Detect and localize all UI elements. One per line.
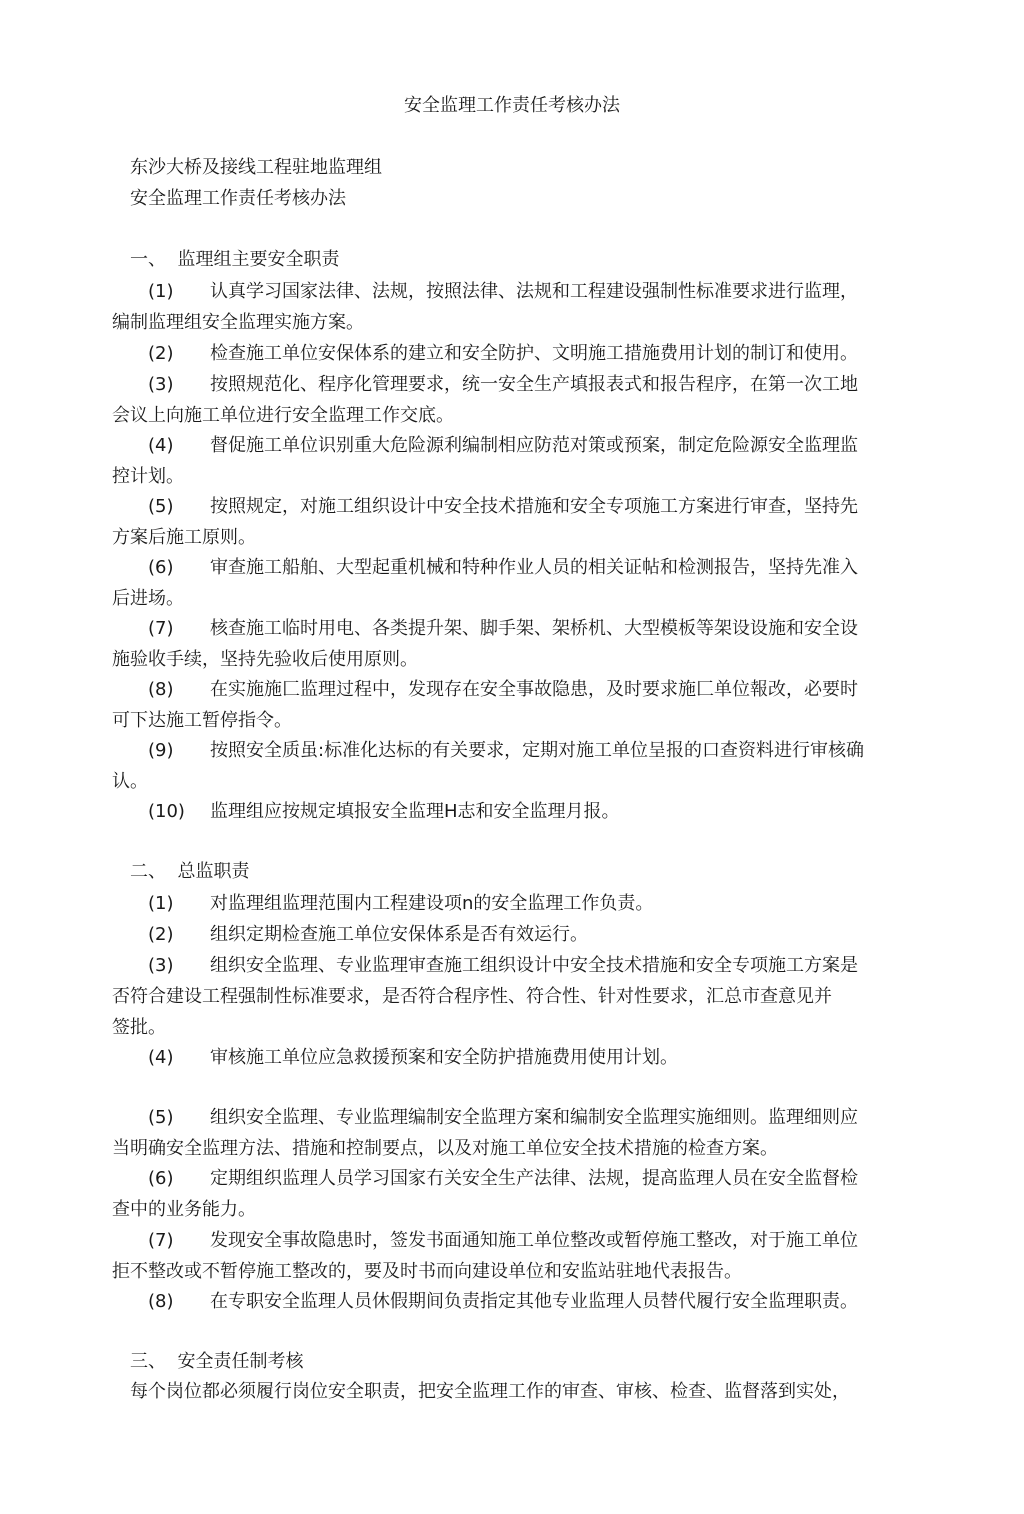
item-number: (4) <box>148 1047 174 1068</box>
list-item <box>112 1286 912 1317</box>
item-text-continued: 可下达施工暂停指令。 <box>112 710 292 731</box>
item-number: (2) <box>148 343 174 364</box>
item-number: (4) <box>148 435 174 456</box>
item-text: 发现安全事故隐患时，签发书面通知施工单位整改或暂停施工整改，对于施工单位 <box>210 1230 858 1251</box>
item-text: 对监理组监理范围内工程建设项n的安全监理工作负责。 <box>210 893 654 914</box>
item-text: 监理组应按规定填报安全监理H志和安全监理月报。 <box>210 801 620 822</box>
item-number: (3) <box>148 955 174 976</box>
list-item <box>112 338 912 369</box>
list-item <box>112 369 912 431</box>
list-item <box>112 1042 912 1073</box>
list-item <box>112 735 912 797</box>
list-item <box>112 1163 912 1225</box>
item-text: 督促施工单位识别重大危险源利编制相应防范对策或预案，制定危险源安全监理监 <box>210 435 858 456</box>
item-number: (7) <box>148 618 174 639</box>
list-item <box>112 796 912 827</box>
item-text-continued: 否符合建设工程强制性标准要求，是否符合程序性、符合性、针对性要求，汇总市查意见并 <box>112 986 832 1007</box>
item-text: 审查施工船舶、大型起重机械和特种作业人员的相关证帖和检测报告，坚持先准入 <box>210 557 858 578</box>
item-number: (8) <box>148 679 174 700</box>
item-text: 按照安全质虽:标准化达标的有关要求，定期对施工单位呈报的口查资料进行审核确 <box>210 740 865 761</box>
list-item <box>112 276 912 338</box>
item-text: 在专职安全监理人员休假期间负责指定其他专业监理人员替代履行安全监理职责。 <box>210 1291 858 1312</box>
list-item <box>112 919 912 950</box>
section-paragraph: 每个岗位都必须履行岗位安全职责，把安全监理工作的审查、审核、检查、监督落到实处， <box>130 1381 850 1402</box>
item-number: (8) <box>148 1291 174 1312</box>
item-text: 组织定期检查施工单位安保体系是否有效运行。 <box>210 924 588 945</box>
item-text-continued: 签批。 <box>112 1017 166 1038</box>
item-number: (1) <box>148 281 174 302</box>
item-text-continued: 后进场。 <box>112 588 184 609</box>
item-text-continued: 编制监理组安全监理实施方案。 <box>112 312 364 333</box>
item-text: 组织安全监理、专业监理审查施工组织设计中安全技术措施和安全专项施工方案是 <box>210 955 858 976</box>
list-item <box>112 552 912 614</box>
list-item <box>112 674 912 736</box>
section-heading-2: 二、 总监职责 <box>130 861 250 882</box>
item-text-continued: 认。 <box>112 771 148 792</box>
item-text-continued: 施验收手续，坚持先验收后使用原则。 <box>112 649 418 670</box>
item-text-continued: 方案后施工原则。 <box>112 527 256 548</box>
list-item <box>112 430 912 492</box>
list-item <box>112 950 912 1043</box>
section-heading-3: 三、 安全责任制考核 <box>130 1351 304 1372</box>
item-text: 检查施工单位安保体系的建立和安全防护、文明施工措施费用计划的制订和使用。 <box>210 343 858 364</box>
item-text-continued: 当明确安全监理方法、措施和控制要点，以及对施工单位安全技术措施的检查方案。 <box>112 1138 778 1159</box>
item-number: (6) <box>148 557 174 578</box>
item-number: (9) <box>148 740 174 761</box>
item-number: (5) <box>148 1107 174 1128</box>
list-item <box>112 888 912 919</box>
list-item <box>112 1225 912 1287</box>
section-heading-1: 一、 监理组主要安全职责 <box>130 249 340 270</box>
document-subtitle: 安全监理工作责任考核办法 <box>130 188 346 209</box>
item-text: 定期组织监理人员学习国家冇关安全生产法律、法规，提高监理人员在安全监督检 <box>210 1168 858 1189</box>
item-text: 核查施工临时用电、各类提升架、脚手架、架桥机、大型模板等架设设施和安全设 <box>210 618 858 639</box>
item-number: (7) <box>148 1230 174 1251</box>
list-item <box>112 613 912 675</box>
item-text: 按照规范化、程序化管理要求，统一安全生产填报表式和报告程序，在第一次工地 <box>210 374 858 395</box>
list-item <box>112 1102 912 1164</box>
item-number: (10) <box>148 801 185 822</box>
item-text-continued: 会议上向施工单位进行安全监理工作交底。 <box>112 405 454 426</box>
item-number: (6) <box>148 1168 174 1189</box>
item-text: 在实施施匚监理过程中，发现存在安全事故隐患，及时要求施匚单位報改，必要时 <box>210 679 858 700</box>
organization-name: 东沙大桥及接线工程驻地监理组 <box>130 157 382 178</box>
item-text: 认真学习国家法律、法规，按照法律、法规和工程建设强制性标准要求进行监理， <box>210 281 858 302</box>
item-text: 按照规定，对施工组织设计中安全技术措施和安全专项施工方案进行审查，坚持先 <box>210 496 858 517</box>
document-title: 安全监理工作责任考核办法 <box>404 95 620 116</box>
item-text-continued: 控计划。 <box>112 466 184 487</box>
item-number: (1) <box>148 893 174 914</box>
item-text-continued: 拒不整改或不暂停施工整改的，要及时书而向建设单位和安监站驻地代表报告。 <box>112 1261 742 1282</box>
item-text-continued: 查中的业务能力。 <box>112 1199 256 1220</box>
item-text: 组织安全监理、专业监理编制安全监理方案和编制安全监理实施细则。监理细则应 <box>210 1107 858 1128</box>
item-number: (5) <box>148 496 174 517</box>
item-number: (2) <box>148 924 174 945</box>
item-text: 审核施工单位应急救援预案和安全防护措施费用使用计划。 <box>210 1047 678 1068</box>
list-item <box>112 491 912 553</box>
item-number: (3) <box>148 374 174 395</box>
